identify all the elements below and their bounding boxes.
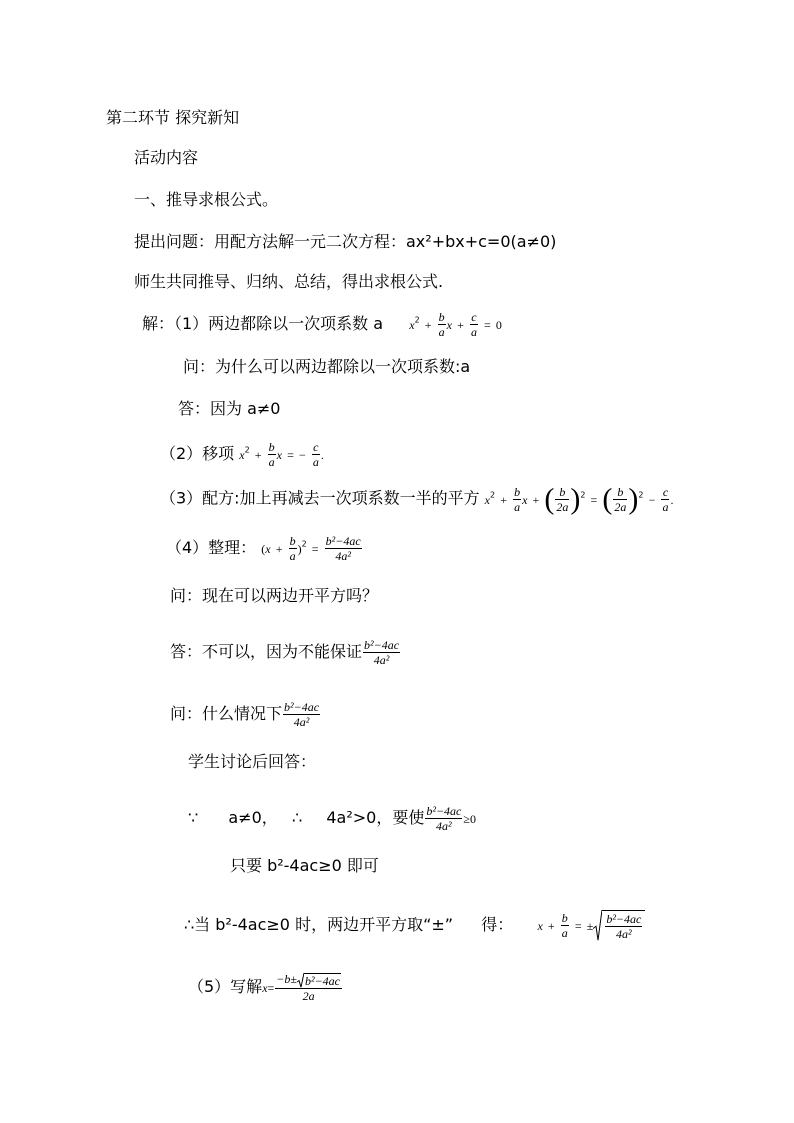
question-2: 问：现在可以两边开平方吗？: [170, 586, 379, 605]
step-1: [142, 310, 502, 339]
summary-line: 师生共同推导、归纳、总结，得出求根公式.: [134, 272, 444, 291]
answer-2-fraction: $\frac{\text{b²−4ac}}{\text{4a²}}$: [364, 638, 400, 667]
step-4-text: （4）整理：: [166, 538, 257, 557]
therefore-symbol: ∴: [291, 808, 303, 827]
step-3: [160, 484, 673, 514]
question-3-fraction: $\frac{\text{b²−4ac}}{\text{4a²}}$: [284, 700, 320, 729]
step-4-equation: (x + $\frac{b}{a}$ )$^2$ = $\frac{\text{b²−4ac}}{\text{4a²}}$: [261, 534, 361, 563]
step-5-equation: x= −b± b²−4ac 2a: [262, 972, 341, 1003]
step-5: [188, 972, 343, 1003]
step-1-equation: $x^2$ + $\frac{b}{a}$ x + $\frac{c}{a}$ = 0: [409, 310, 502, 339]
question-3-text: 问：什么情况下: [170, 704, 283, 723]
therefore-line: ∴当 b²-4ac≥0 时，两边开平方取“±” 得： x + $\frac{b}{a}$ = ± $\frac{\text{b²−4ac}}{\text{4a²}}$: [184, 910, 645, 941]
answer-1: 答：因为 a≠0: [178, 399, 281, 418]
step-3-equation: $x^2$ + $\frac{b}{a}$ x + ( $\frac{b}{2a}$ )$^2$ = ( $\frac{b}{2a}$ )$^2$ − $\frac{c}{a}$ .: [484, 482, 674, 515]
heading-derive-formula: 一、推导求根公式。: [134, 190, 279, 209]
because-fraction: $\frac{\text{b²−4ac}}{\text{4a²}}$: [426, 804, 462, 833]
step-4: [166, 534, 363, 563]
step-2-equation: $x^2$ + $\frac{b}{a}$ x = − $\frac{c}{a}$ .: [239, 440, 324, 469]
because-symbol: ∵: [188, 808, 199, 827]
section-title: 第二环节 探究新知: [106, 108, 240, 127]
because-line: ∵ a≠0， ∴ 4a²>0，要使 $\frac{\text{b²−4ac}}{\text{4a²}}$ ≥0: [188, 804, 476, 833]
question-3: [170, 700, 321, 729]
only-need-line: 只要 b²-4ac≥0 即可: [230, 856, 379, 875]
therefore-text: ∴当 b²-4ac≥0 时，两边开平方取“±”: [184, 915, 454, 934]
therefore-equation: x + $\frac{b}{a}$ = ± $\frac{\text{b²−4ac}}{\text{4a²}}$: [537, 915, 645, 934]
question-1: 问：为什么可以两边都除以一次项系数:a: [183, 357, 471, 376]
answer-2-text: 答：不可以，因为不能保证: [170, 642, 363, 661]
step-2-text: （2）移项: [160, 444, 235, 463]
step-2: [160, 440, 324, 469]
step-3-text: （3）配方:加上再减去一次项系数一半的平方: [160, 488, 480, 508]
step-5-text: （5）写解: [188, 976, 263, 996]
student-discussion: 学生讨论后回答：: [188, 752, 317, 771]
question-intro: 提出问题：用配方法解一元二次方程：ax²+bx+c=0(a≠0): [134, 232, 557, 251]
step-1-text: 解：（1）两边都除以一次项系数 a: [142, 314, 384, 333]
activity-title: 活动内容: [134, 148, 199, 167]
answer-2: [170, 638, 401, 667]
